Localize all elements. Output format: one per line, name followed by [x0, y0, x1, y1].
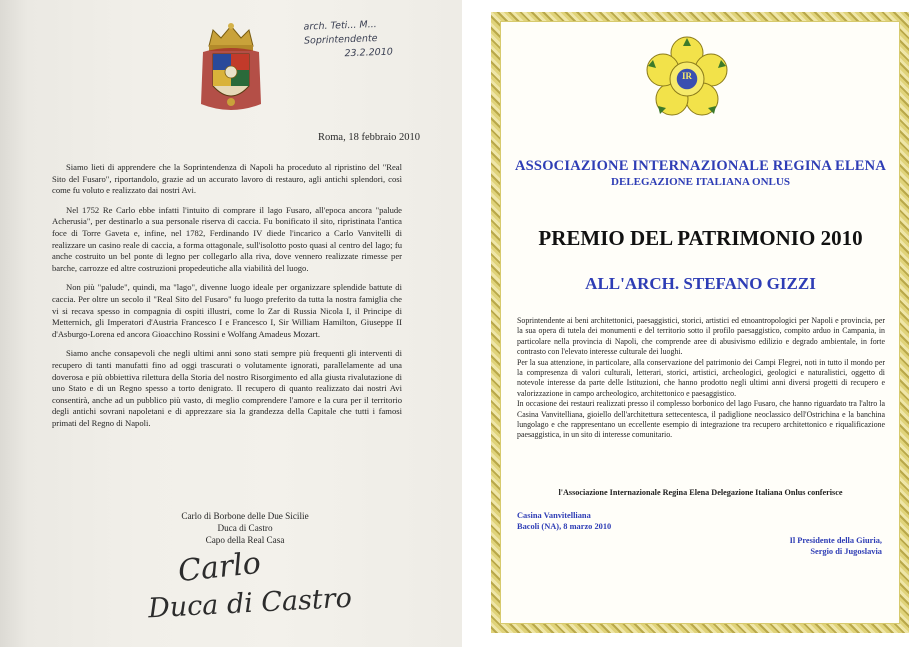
date-line: Bacoli (NA), 8 marzo 2010 [517, 522, 612, 531]
signature-line-name: Carlo di Borbone delle Due Sicilie [181, 511, 309, 521]
president-title: Il Presidente della Giuria, [789, 536, 882, 545]
certificate-paragraph: Soprintendente ai beni architettonici, paesaggistici, storici, artistici ed etnoantropologici per Napoli e provincia, per la sua opera di tutela dei monumenti e del territorio sotto il profilo paesaggistico, compito arduo in Campania, in particolare nella provincia di Napoli, che comprende aree di abusivismo edilizio e degrado ambientale, in forte contrasto con l'elevato interesse culturale dei luoghi. [517, 316, 885, 357]
royal-crest-icon [195, 20, 267, 116]
note-line-1: arch. Teti... M... [303, 19, 377, 33]
recipient-name: ALL'ARCH. STEFANO GIZZI [585, 274, 816, 293]
letter-body [52, 162, 402, 437]
rose-emblem-label: IR [681, 71, 692, 81]
president-name: Sergio di Jugoslavia [810, 547, 882, 556]
note-line-2: Soprintendente [303, 33, 378, 47]
handwritten-signature-second: Duca di Castro [147, 582, 353, 625]
certificate-paragraph: Per la sua attenzione, in particolare, alla conservazione del patrimonio dei Campi Flegrei, noti in tutto il mondo per la compresenza di valori culturali, letterari, storici, artistici, archeologici, geologici e naturalistici, oggetto di notevole interesse da parte delle Istituzioni, che hanno prodotto negli ultimi anni diversi progetti di recupero e valorizzazione in campo archeologico, architettonico e paesaggistico. [517, 357, 885, 398]
certificate-body [517, 316, 885, 441]
confer-statement: l'Associazione Internazionale Regina Elena Delegazione Italiana Onlus conferisce [558, 488, 843, 497]
prize-title: PREMIO DEL PATRIMONIO 2010 [538, 226, 863, 250]
certificate-paragraph: In occasione dei restauri realizzati presso il complesso borbonico del lago Fusaro, che hanno riguardato tra l'altro la Casina Vanvitelliana, gioiello dell'architettura settecentesca, il padiglione neoclassico dell'Ostrichina e la banchina lungolago e che rappresentano un eccellente esempio di integrazione tra recupero architettonico e riqualificazione paesaggistica, in un sito di interesse comunitario. [517, 399, 885, 440]
letter-paragraph: Nel 1752 Re Carlo ebbe infatti l'intuito di comprare il lago Fusaro, all'epoca ancora "palude Acherusia", per destinarlo a sua personale riserva di caccia. Fu bonificato il sito, ripristinata l'antica foce di Torre Gaveta e, infine, nel 1782, Ferdinando IV diede l'incarico a Carlo Vanvitelli di realizzare un casino reale di caccia, a forma ottagonale, sull'isolotto posto quasi al centro del lago; fu anche costruito un bel ponte di legno per collegarlo alla riva, dove vennero realizzate rimesse per barche, carrozze ed altre costruzioni propedeutiche alla viabilità del luogo. [52, 204, 402, 273]
place-and-date [517, 510, 611, 532]
note-line-3: 23.2.2010 [344, 46, 394, 60]
association-name: ASSOCIAZIONE INTERNAZIONALE REGINA ELENA [515, 158, 886, 174]
letter-date: Roma, 18 febbraio 2010 [318, 132, 421, 143]
jury-president [790, 535, 882, 557]
signature-block [160, 510, 330, 546]
handwritten-signature-first: Carlo [176, 545, 263, 590]
signature-line-title: Duca di Castro [217, 523, 273, 533]
award-certificate [481, 0, 920, 647]
association-delegation: DELEGAZIONE ITALIANA ONLUS [611, 176, 790, 188]
letter-paragraph: Non più "palude", quindi, ma "lago", divenne luogo ideale per organizzare splendide battute di caccia. Per oltre un secolo il "Real Sito del Fusaro" fu luogo preferito da tutta la nostra famiglia che vi si recava spesso in compagnia di ospiti illustri, come lo Zar di Russia Nicola I, il Principe di Metternich, gli Imperatori d'Austria Francesco I e Francesco I, Sir William Hamilton, Giuseppe II d'Asburgo-Lorena ed ancora Gioacchino Rossini e Wolfang Amadeus Mozart. [52, 282, 402, 339]
letter-paragraph: Siamo anche consapevoli che negli ultimi anni sono stati sempre più frequenti gli interventi di recupero di tanti manufatti fino ad oggi trascurati o volutamente ignorati, parallelamente ad una doverosa e più obbiettiva rilettura della Storia del nostro Risorgimento ed alla giusta rivalutazione di uno Stato e di un Regno spesso a torto denigrato. Il recupero di quanto realizzato dai nostri Avi consentirà, anche ad un pubblico più vasto, di meglio comprendere l'amore e la cura per il territorio degli antichi sovrani napoletani e di apprezzare sia la grandezza della Capitale che tutti i famosi primati del Regno di Napoli. [52, 348, 402, 428]
signature-line-role: Capo della Real Casa [205, 535, 285, 545]
letter-paragraph: Siamo lieti di apprendere che la Soprintendenza di Napoli ha proceduto al ripristino del "Real Sito del Fusaro", riportandolo, grazie ad un accurato lavoro di restauro, agli antichi splendori, così come fu voluto e realizzato dai nostri Avi. [52, 162, 402, 196]
place-line: Casina Vanvitelliana [517, 511, 591, 520]
handwritten-note [303, 15, 454, 62]
